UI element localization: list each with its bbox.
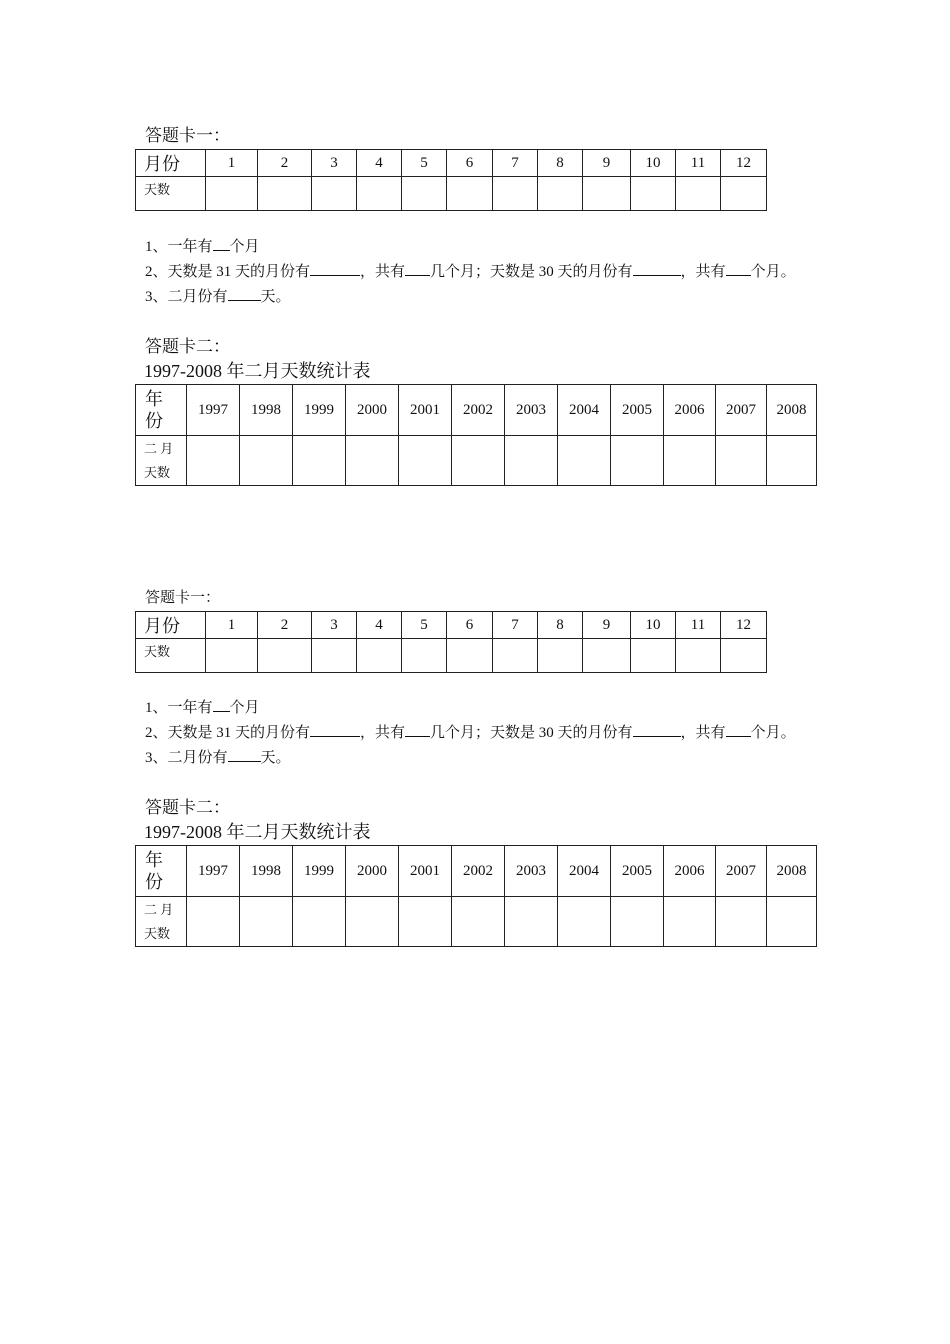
label-line: 年 [145, 850, 163, 870]
year-cell: 2004 [558, 385, 611, 436]
month-days-table [135, 149, 767, 211]
month-cell: 1 [206, 612, 258, 639]
feb-days-row-label [136, 436, 187, 486]
table-title: 1997-2008 年二月天数统计表 [144, 361, 371, 381]
feb-days-answer-cell[interactable] [399, 897, 452, 947]
question-text: ，共有 [360, 264, 406, 280]
question-1 [145, 236, 260, 257]
label-line: 天数 [144, 925, 171, 941]
answer-blank[interactable] [228, 286, 261, 301]
days-answer-cell[interactable] [583, 639, 631, 673]
feb-days-answer-cell[interactable] [293, 436, 346, 486]
feb-days-answer-cell[interactable] [346, 897, 399, 947]
month-cell: 3 [312, 150, 357, 177]
question-text: 几个月；天数是 30 天的月份有 [430, 725, 633, 741]
year-cell: 1997 [187, 385, 240, 436]
question-1 [145, 697, 260, 718]
days-answer-cell[interactable] [312, 177, 357, 211]
month-cell: 8 [538, 150, 583, 177]
label-line: 天数 [144, 464, 171, 480]
month-cell: 7 [493, 150, 538, 177]
month-days-table [135, 611, 767, 673]
question-2 [145, 722, 796, 743]
year-row-label [136, 846, 187, 897]
feb-days-answer-cell[interactable] [558, 436, 611, 486]
answer-blank[interactable] [405, 722, 430, 737]
answer-blank[interactable] [633, 722, 681, 737]
month-cell: 1 [206, 150, 258, 177]
question-text: 2、天数是 31 天的月份有 [145, 725, 311, 741]
answer-blank[interactable] [213, 236, 230, 251]
year-cell: 2001 [399, 846, 452, 897]
year-cell: 2005 [611, 846, 664, 897]
feb-days-answer-cell[interactable] [716, 436, 767, 486]
month-cell: 12 [721, 612, 767, 639]
question-text: ，共有 [680, 725, 726, 741]
year-cell: 1998 [240, 385, 293, 436]
days-answer-cell[interactable] [312, 639, 357, 673]
year-cell: 2002 [452, 846, 505, 897]
feb-days-answer-cell[interactable] [611, 436, 664, 486]
days-answer-cell[interactable] [583, 177, 631, 211]
feb-days-answer-cell[interactable] [187, 436, 240, 486]
question-text: 2、天数是 31 天的月份有 [145, 264, 311, 280]
feb-days-answer-cell[interactable] [240, 436, 293, 486]
feb-days-answer-cell[interactable] [346, 436, 399, 486]
answer-blank[interactable] [405, 261, 430, 276]
feb-days-answer-cell[interactable] [767, 897, 817, 947]
label-line: 二 月 [144, 901, 174, 917]
days-answer-cell[interactable] [538, 639, 583, 673]
answer-blank[interactable] [726, 722, 751, 737]
days-answer-cell[interactable] [357, 177, 402, 211]
answer-blank[interactable] [726, 261, 751, 276]
question-text: 天。 [260, 289, 291, 305]
month-cell: 4 [357, 150, 402, 177]
days-answer-cell[interactable] [631, 177, 676, 211]
year-cell: 2002 [452, 385, 505, 436]
month-cell: 4 [357, 612, 402, 639]
year-cell: 2005 [611, 385, 664, 436]
feb-days-answer-cell[interactable] [240, 897, 293, 947]
year-cell: 1998 [240, 846, 293, 897]
days-answer-cell[interactable] [402, 177, 447, 211]
month-cell: 5 [402, 612, 447, 639]
feb-days-answer-cell[interactable] [767, 436, 817, 486]
question-text: 个月。 [750, 725, 796, 741]
month-cell: 9 [583, 150, 631, 177]
question-text: 1、一年有 [145, 700, 213, 716]
days-answer-cell[interactable] [676, 639, 721, 673]
answer-blank[interactable] [213, 697, 230, 712]
days-row-label: 天数 [136, 639, 206, 673]
year-cell: 2004 [558, 846, 611, 897]
year-cell: 2007 [716, 846, 767, 897]
question-text: 个月 [229, 239, 260, 255]
year-cell: 1997 [187, 846, 240, 897]
year-cell: 2006 [664, 385, 716, 436]
days-answer-cell[interactable] [258, 177, 312, 211]
days-answer-cell[interactable] [447, 177, 493, 211]
question-text: 个月 [229, 700, 260, 716]
year-cell: 2008 [767, 385, 817, 436]
question-2 [145, 261, 796, 282]
feb-days-answer-cell[interactable] [664, 436, 716, 486]
days-answer-cell[interactable] [357, 639, 402, 673]
month-cell: 6 [447, 612, 493, 639]
month-row-label: 月份 [136, 150, 206, 177]
month-cell: 11 [676, 612, 721, 639]
year-row-label [136, 385, 187, 436]
year-cell: 2007 [716, 385, 767, 436]
days-answer-cell[interactable] [631, 639, 676, 673]
question-text: ，共有 [680, 264, 726, 280]
year-cell: 2003 [505, 846, 558, 897]
question-text: 1、一年有 [145, 239, 213, 255]
feb-days-answer-cell[interactable] [505, 897, 558, 947]
feb-days-answer-cell[interactable] [293, 897, 346, 947]
feb-days-row-label [136, 897, 187, 947]
feb-days-answer-cell[interactable] [452, 897, 505, 947]
year-cell: 2001 [399, 385, 452, 436]
question-text: 天。 [260, 750, 291, 766]
label-line: 年 [145, 389, 163, 409]
days-answer-cell[interactable] [493, 177, 538, 211]
month-cell: 10 [631, 612, 676, 639]
feb-days-table [135, 384, 817, 486]
days-answer-cell[interactable] [206, 177, 258, 211]
feb-days-answer-cell[interactable] [187, 897, 240, 947]
year-cell: 1999 [293, 846, 346, 897]
feb-days-answer-cell[interactable] [399, 436, 452, 486]
label-line: 二 月 [144, 440, 174, 456]
year-cell: 2000 [346, 846, 399, 897]
month-cell: 6 [447, 150, 493, 177]
days-answer-cell[interactable] [538, 177, 583, 211]
answer-blank[interactable] [310, 261, 360, 276]
month-cell: 3 [312, 612, 357, 639]
feb-days-answer-cell[interactable] [558, 897, 611, 947]
days-answer-cell[interactable] [258, 639, 312, 673]
month-cell: 8 [538, 612, 583, 639]
feb-days-answer-cell[interactable] [664, 897, 716, 947]
days-answer-cell[interactable] [447, 639, 493, 673]
feb-days-answer-cell[interactable] [452, 436, 505, 486]
question-3 [145, 286, 291, 307]
answer-blank[interactable] [633, 261, 681, 276]
year-cell: 2006 [664, 846, 716, 897]
feb-days-table [135, 845, 817, 947]
card2-title: 答题卡二： [145, 337, 230, 356]
table-title: 1997-2008 年二月天数统计表 [144, 822, 371, 842]
year-cell: 2008 [767, 846, 817, 897]
month-cell: 2 [258, 150, 312, 177]
question-text: 3、二月份有 [145, 750, 228, 766]
question-text: 个月。 [750, 264, 796, 280]
year-cell: 2000 [346, 385, 399, 436]
month-cell: 10 [631, 150, 676, 177]
month-cell: 11 [676, 150, 721, 177]
question-text: 几个月；天数是 30 天的月份有 [430, 264, 633, 280]
question-3 [145, 747, 291, 768]
days-answer-cell[interactable] [721, 177, 767, 211]
feb-days-answer-cell[interactable] [716, 897, 767, 947]
feb-days-answer-cell[interactable] [505, 436, 558, 486]
days-answer-cell[interactable] [493, 639, 538, 673]
question-text: ，共有 [360, 725, 406, 741]
days-answer-cell[interactable] [402, 639, 447, 673]
days-answer-cell[interactable] [721, 639, 767, 673]
answer-blank[interactable] [228, 747, 261, 762]
month-cell: 7 [493, 612, 538, 639]
days-answer-cell[interactable] [676, 177, 721, 211]
card1-title: 答题卡一： [145, 590, 221, 606]
label-line: 份 [145, 411, 163, 431]
label-line: 份 [145, 872, 163, 892]
month-cell: 9 [583, 612, 631, 639]
question-text: 3、二月份有 [145, 289, 228, 305]
feb-days-answer-cell[interactable] [611, 897, 664, 947]
answer-blank[interactable] [310, 722, 360, 737]
month-cell: 12 [721, 150, 767, 177]
card2-title: 答题卡二： [145, 798, 230, 817]
days-row-label: 天数 [136, 177, 206, 211]
days-answer-cell[interactable] [206, 639, 258, 673]
year-cell: 1999 [293, 385, 346, 436]
card1-title: 答题卡一： [145, 126, 230, 145]
year-cell: 2003 [505, 385, 558, 436]
month-row-label: 月份 [136, 612, 206, 639]
month-cell: 5 [402, 150, 447, 177]
month-cell: 2 [258, 612, 312, 639]
